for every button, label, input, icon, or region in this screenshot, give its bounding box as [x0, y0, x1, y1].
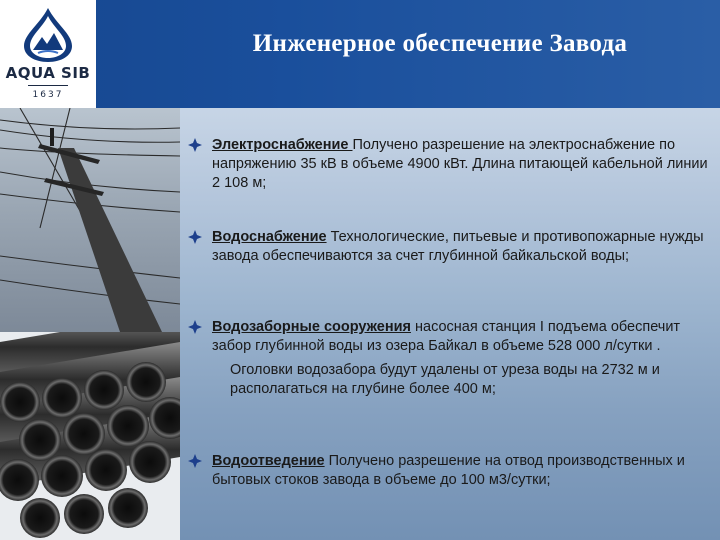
list-item-sewerage — [188, 452, 708, 490]
bullet-icon — [188, 320, 202, 334]
item-term: Водозаборные сооружения — [212, 319, 411, 335]
list-item-water-supply — [188, 228, 708, 266]
item-text: насосная станция I подъема обеспечит забор глубинной воды из озера Байкал в объеме 528 000 л/сутки . — [212, 319, 681, 354]
bullet-icon — [188, 138, 202, 152]
item-text: Получено разрешение на отвод производственных и бытовых стоков завода в объеме до 100 м3/сутки; — [212, 453, 685, 488]
slide-title: Инженерное обеспечение Завода — [252, 30, 628, 57]
item-term: Электроснабжение — [212, 137, 353, 153]
logo-year: 1637 — [32, 90, 64, 100]
aqua-sib-logo — [0, 0, 96, 108]
pipes-photo — [0, 332, 180, 540]
item-text: Технологические, питьевые и противопожарные нужды завода обеспечиваются за счет глубинной байкальской воды; — [212, 229, 704, 264]
water-drop-logo-icon — [16, 6, 80, 64]
bullet-icon — [188, 230, 202, 244]
item-term: Водоснабжение — [212, 229, 327, 245]
logo-divider — [28, 85, 68, 86]
power-line-photo — [0, 108, 180, 332]
list-item-water-intake — [188, 318, 708, 399]
header-bar — [0, 0, 720, 108]
item-extra-text: Оголовки водозабора будут удалены от уреза воды на 2732 м и располагаться на глубине более 400 м; — [230, 362, 660, 397]
list-item-power-supply — [188, 136, 708, 193]
bullet-icon — [188, 454, 202, 468]
logo-name: AQUA SIB — [5, 64, 91, 82]
item-text: Получено разрешение на электроснабжение по напряжению 35 кВ в объеме 4900 кВт. Длина питающей кабельной линии 2 108 м; — [212, 137, 708, 191]
item-term: Водоотведение — [212, 453, 325, 469]
